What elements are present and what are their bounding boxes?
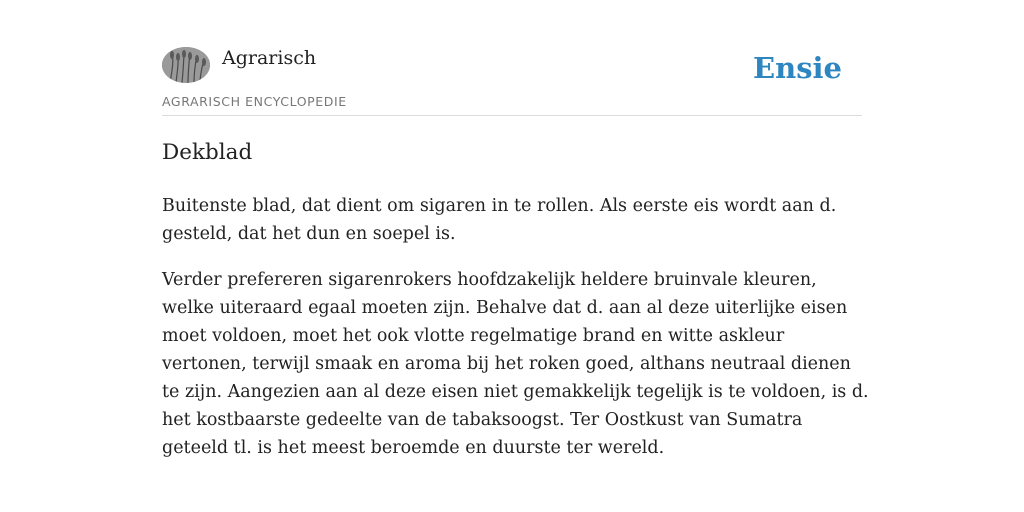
brand-logo[interactable]: Ensie: [753, 51, 842, 85]
site-header: [162, 44, 862, 116]
article-paragraph: Buitenste blad, dat dient om sigaren in te rollen. Als eerste eis wordt aan d. gesteld, dat het dun en soepel is.: [162, 196, 837, 244]
article-paragraph: Verder prefereren sigarenrokers hoofdzakelijk heldere bruinvale kleuren, welke uiteraard egaal moeten zijn. Behalve dat d. aan al deze uiterlijke eisen moet voldoen, moet het ook vlotte regelmatige brand en witte askleur vertonen, terwijl smaak en aroma bij het roken goed, althans neutraal dienen te zijn. Aangezien aan al deze eisen niet gemakkelijk tegelijk is te voldoen, is d. het kostbaarste gedeelte van de tabaksoogst. Ter Oostkust van Sumatra geteeld tl. is het meest beroemde en duurste ter wereld.: [162, 270, 869, 458]
source-name[interactable]: Agrarisch: [222, 47, 317, 69]
source-subtitle[interactable]: AGRARISCH ENCYCLOPEDIE: [162, 94, 347, 109]
article-body: [162, 192, 872, 480]
page-title: Dekblad: [162, 140, 253, 165]
wheat-avatar-icon[interactable]: [162, 47, 210, 83]
